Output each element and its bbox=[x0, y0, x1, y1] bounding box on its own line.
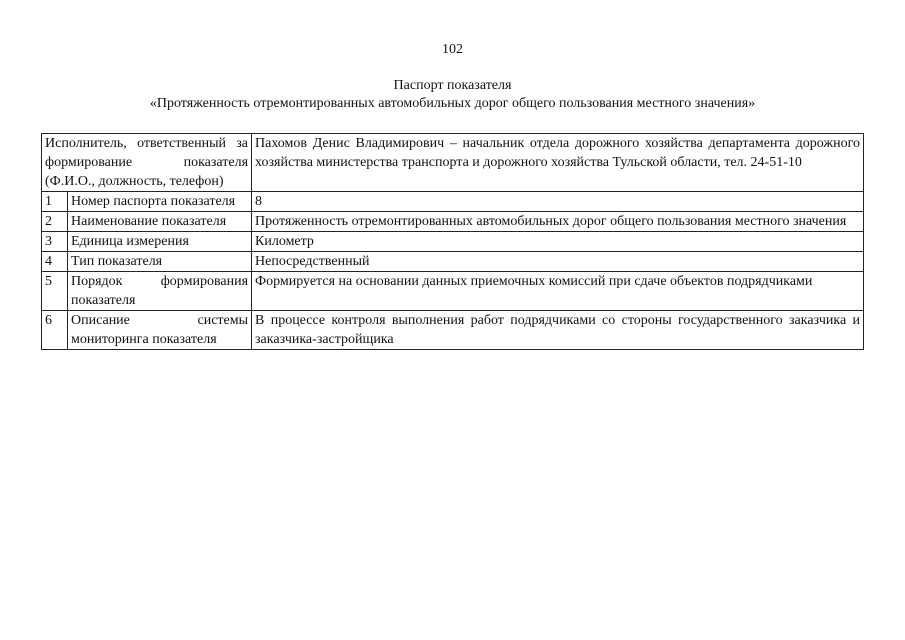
table-row bbox=[42, 311, 864, 350]
row-value: Формируется на основании данных приемочных комиссий при сдаче объектов подрядчиками bbox=[252, 272, 864, 311]
page-number: 102 bbox=[442, 42, 463, 57]
row-value: 8 bbox=[252, 192, 864, 212]
row-value: В процессе контроля выполнения работ подрядчиками со стороны государственного заказчика и заказчика-застройщика bbox=[252, 311, 864, 350]
row-number: 6 bbox=[42, 311, 68, 350]
row-number: 4 bbox=[42, 252, 68, 272]
table-row bbox=[42, 232, 864, 252]
document-title: Паспорт показателя bbox=[393, 78, 512, 93]
row-label: Порядок формирования показателя bbox=[68, 272, 252, 311]
row-value: Непосредственный bbox=[252, 252, 864, 272]
table-row bbox=[42, 212, 864, 232]
executor-label: Исполнитель, ответственный за формирование показателя (Ф.И.О., должность, телефон) bbox=[42, 134, 252, 192]
row-label: Тип показателя bbox=[68, 252, 252, 272]
row-label: Описание системы мониторинга показателя bbox=[68, 311, 252, 350]
table-row bbox=[42, 252, 864, 272]
row-number: 2 bbox=[42, 212, 68, 232]
document-subtitle: «Протяженность отремонтированных автомобильных дорог общего пользования местного значения» bbox=[149, 96, 756, 111]
row-value: Километр bbox=[252, 232, 864, 252]
row-label: Единица измерения bbox=[68, 232, 252, 252]
row-value: Протяженность отремонтированных автомобильных дорог общего пользования местного значения bbox=[252, 212, 864, 232]
row-label: Наименование показателя bbox=[68, 212, 252, 232]
table-row bbox=[42, 192, 864, 212]
table-row bbox=[42, 134, 864, 192]
row-number: 5 bbox=[42, 272, 68, 311]
passport-table bbox=[41, 133, 864, 350]
row-number: 1 bbox=[42, 192, 68, 212]
executor-value: Пахомов Денис Владимирович – начальник отдела дорожного хозяйства департамента дорожного хозяйства министерства транспорта и дорожного хозяйства Тульской области, тел. 24-51-10 bbox=[252, 134, 864, 192]
table-row bbox=[42, 272, 864, 311]
row-label: Номер паспорта показателя bbox=[68, 192, 252, 212]
row-number: 3 bbox=[42, 232, 68, 252]
